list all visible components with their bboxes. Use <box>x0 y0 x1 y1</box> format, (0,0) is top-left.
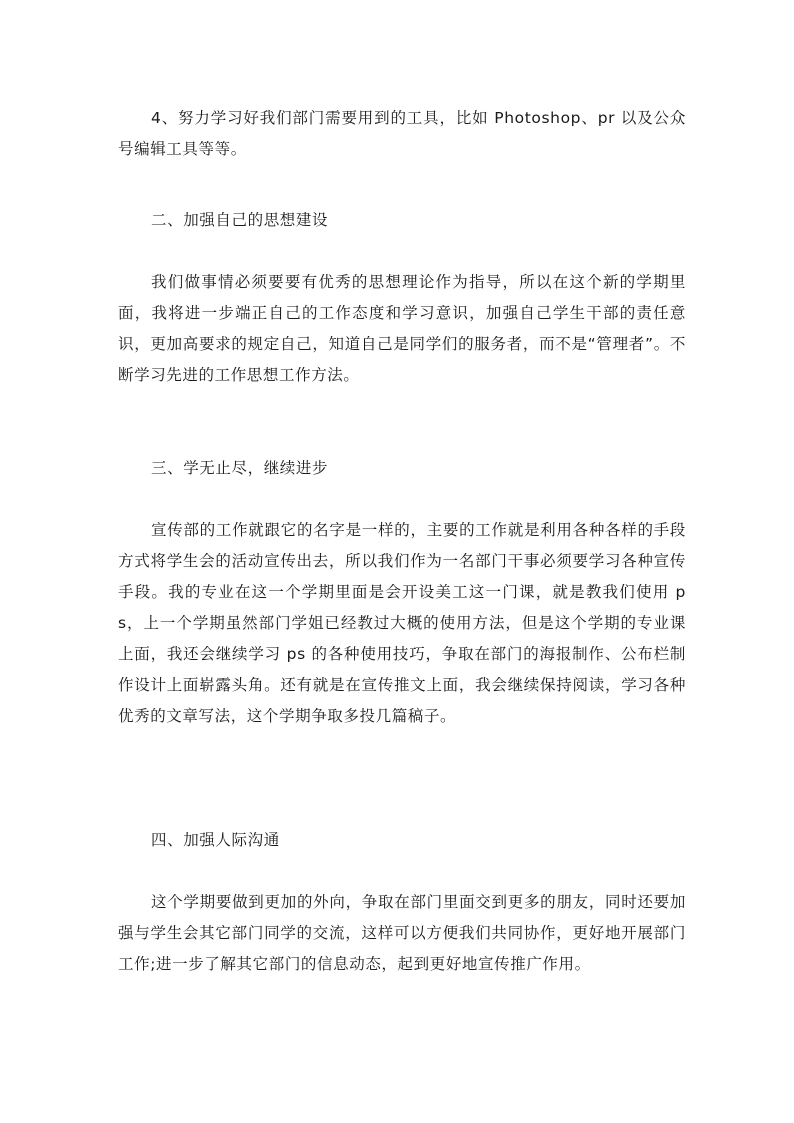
section-heading-keep-learning: 三、学无止尽，继续进步 <box>151 459 329 477</box>
paragraph-keep-learning: 宣传部的工作就跟它的名字是一样的，主要的工作就是利用各种各样的手段方式将学生会的活动宣传出去，所以我们作为一名部门干事必须要学习各种宣传手段。我的专业在这一个学期里面是会开设美工这一门课，就是教我们使用 ps，上一个学期虽然部门学姐已经教过大概的使用方法，但是这个学期的专业课上面，我还会继续学习 ps 的各种使用技巧，争取在部门的海报制作、公布栏制作设计上面崭露头角。还有就是在宣传推文上面，我会继续保持阅读，学习各种优秀的文章写法，这个学期争取多投几篇稿子。 <box>118 521 686 725</box>
paragraph-thought-building: 我们做事情必须要要有优秀的思想理论作为指导，所以在这个新的学期里面，我将进一步端正自己的工作态度和学习意识，加强自己学生干部的责任意识，更加高要求的规定自己，知道自己是同学们的服务者，而不是“管理者”。不断学习先进的工作思想工作方法。 <box>118 273 686 384</box>
paragraph-item-4-tools: 4、努力学习好我们部门需要用到的工具，比如 Photoshop、pr 以及公众号编辑工具等等。 <box>118 109 686 158</box>
section-heading-communication: 四、加强人际沟通 <box>151 831 280 849</box>
section-heading-thought-building: 二、加强自己的思想建设 <box>151 211 329 229</box>
paragraph-communication: 这个学期要做到更加的外向，争取在部门里面交到更多的朋友，同时还要加强与学生会其它部门同学的交流，这样可以方便我们共同协作，更好地开展部门工作;进一步了解其它部门的信息动态，起到更好地宣传推广作用。 <box>118 893 686 973</box>
